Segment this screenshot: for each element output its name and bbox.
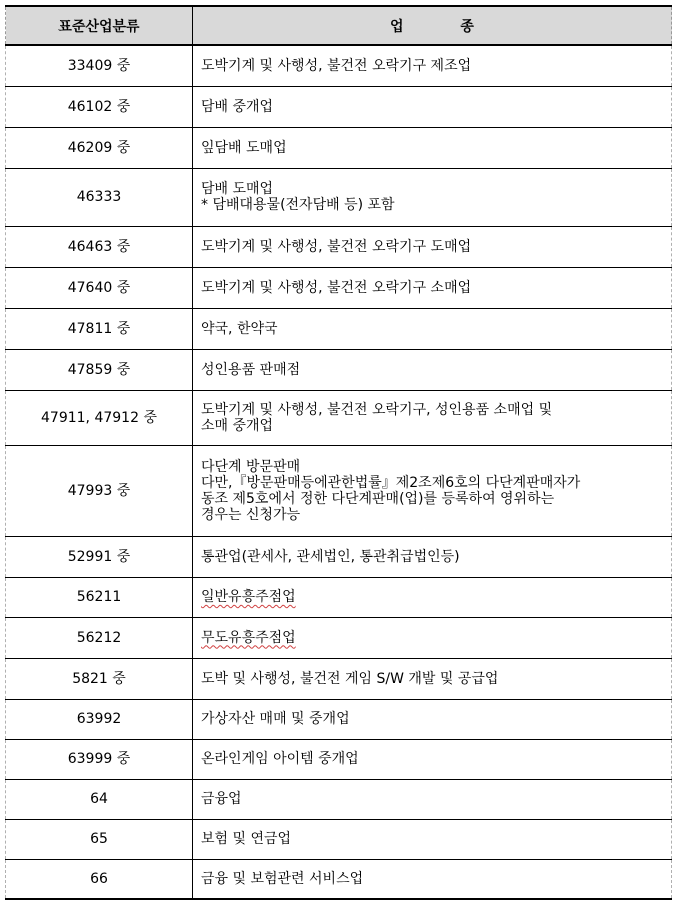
row-desc-line: 다만,『방문판매등에관한법률』제2조제6호의 다단계판매자가 — [201, 474, 581, 491]
row-desc-line: 다단계 방문판매 — [201, 458, 301, 475]
table-row — [6, 86, 672, 127]
table-row — [6, 226, 672, 267]
row-desc: 금융 및 보험관련 서비스업 — [193, 859, 672, 899]
row-code: 33409 중 — [6, 45, 193, 86]
row-code: 46463 중 — [6, 226, 193, 267]
row-code: 46102 중 — [6, 86, 193, 127]
row-desc — [193, 168, 672, 226]
row-desc-text: 무도유흥주점업 — [201, 629, 296, 646]
row-desc — [193, 390, 672, 445]
table-row — [6, 308, 672, 349]
row-desc-line: 경우는 신청가능 — [201, 506, 301, 523]
row-desc: 잎담배 도매업 — [193, 127, 672, 168]
row-code: 56212 — [6, 617, 193, 658]
row-desc: 담배 중개업 — [193, 86, 672, 127]
header-code: 표준산업분류 — [6, 6, 193, 45]
row-desc: 도박기계 및 사행성, 불건전 오락기구 소매업 — [193, 267, 672, 308]
table-row — [6, 577, 672, 617]
row-desc — [193, 577, 672, 617]
row-desc — [193, 445, 672, 536]
row-code: 5821 중 — [6, 658, 193, 699]
table-row — [6, 390, 672, 445]
table-row — [6, 658, 672, 699]
row-code: 47811 중 — [6, 308, 193, 349]
table-row — [6, 168, 672, 226]
row-desc: 온라인게임 아이템 중개업 — [193, 739, 672, 779]
row-desc-line: 소매 중개업 — [201, 417, 274, 434]
row-code: 46209 중 — [6, 127, 193, 168]
row-desc: 성인용품 판매점 — [193, 349, 672, 390]
row-desc: 도박기계 및 사행성, 불건전 오락기구 제조업 — [193, 45, 672, 86]
table-row — [6, 445, 672, 536]
table-row — [6, 699, 672, 739]
row-code: 47640 중 — [6, 267, 193, 308]
row-desc-line: 동조 제5호에서 정한 다단계판매(업)를 등록하여 영위하는 — [201, 490, 555, 507]
table-row — [6, 617, 672, 658]
table-row — [6, 349, 672, 390]
header-type: 업 종 — [193, 6, 672, 45]
row-desc: 도박 및 사행성, 불건전 게임 S/W 개발 및 공급업 — [193, 658, 672, 699]
row-desc: 약국, 한약국 — [193, 308, 672, 349]
row-desc-line: 담배 도매업 — [201, 181, 274, 197]
industry-classification-table — [5, 5, 672, 900]
row-code: 46333 — [6, 168, 193, 226]
row-code: 47859 중 — [6, 349, 193, 390]
row-code: 63992 — [6, 699, 193, 739]
row-code: 47993 중 — [6, 445, 193, 536]
table-row — [6, 267, 672, 308]
row-desc: 보험 및 연금업 — [193, 819, 672, 859]
table-row — [6, 859, 672, 899]
row-code: 47911, 47912 중 — [6, 390, 193, 445]
row-code: 65 — [6, 819, 193, 859]
row-code: 56211 — [6, 577, 193, 617]
table-row — [6, 819, 672, 859]
row-desc: 금융업 — [193, 779, 672, 819]
row-desc-line: 도박기계 및 사행성, 불건전 오락기구, 성인용품 소매업 및 — [201, 401, 553, 418]
table-row — [6, 45, 672, 86]
table-row — [6, 779, 672, 819]
row-desc: 도박기계 및 사행성, 불건전 오락기구 도매업 — [193, 226, 672, 267]
row-code: 63999 중 — [6, 739, 193, 779]
row-code: 52991 중 — [6, 536, 193, 577]
row-desc-text: 일반유흥주점업 — [201, 589, 296, 605]
row-code: 66 — [6, 859, 193, 899]
row-desc: 가상자산 매매 및 중개업 — [193, 699, 672, 739]
table-row — [6, 127, 672, 168]
table-header — [6, 6, 672, 45]
table-row — [6, 739, 672, 779]
row-desc-line: * 담배대용물(전자담배 등) 포함 — [201, 197, 395, 213]
row-code: 64 — [6, 779, 193, 819]
row-desc: 통관업(관세사, 관세법인, 통관취급법인등) — [193, 536, 672, 577]
table-row — [6, 536, 672, 577]
row-desc — [193, 617, 672, 658]
